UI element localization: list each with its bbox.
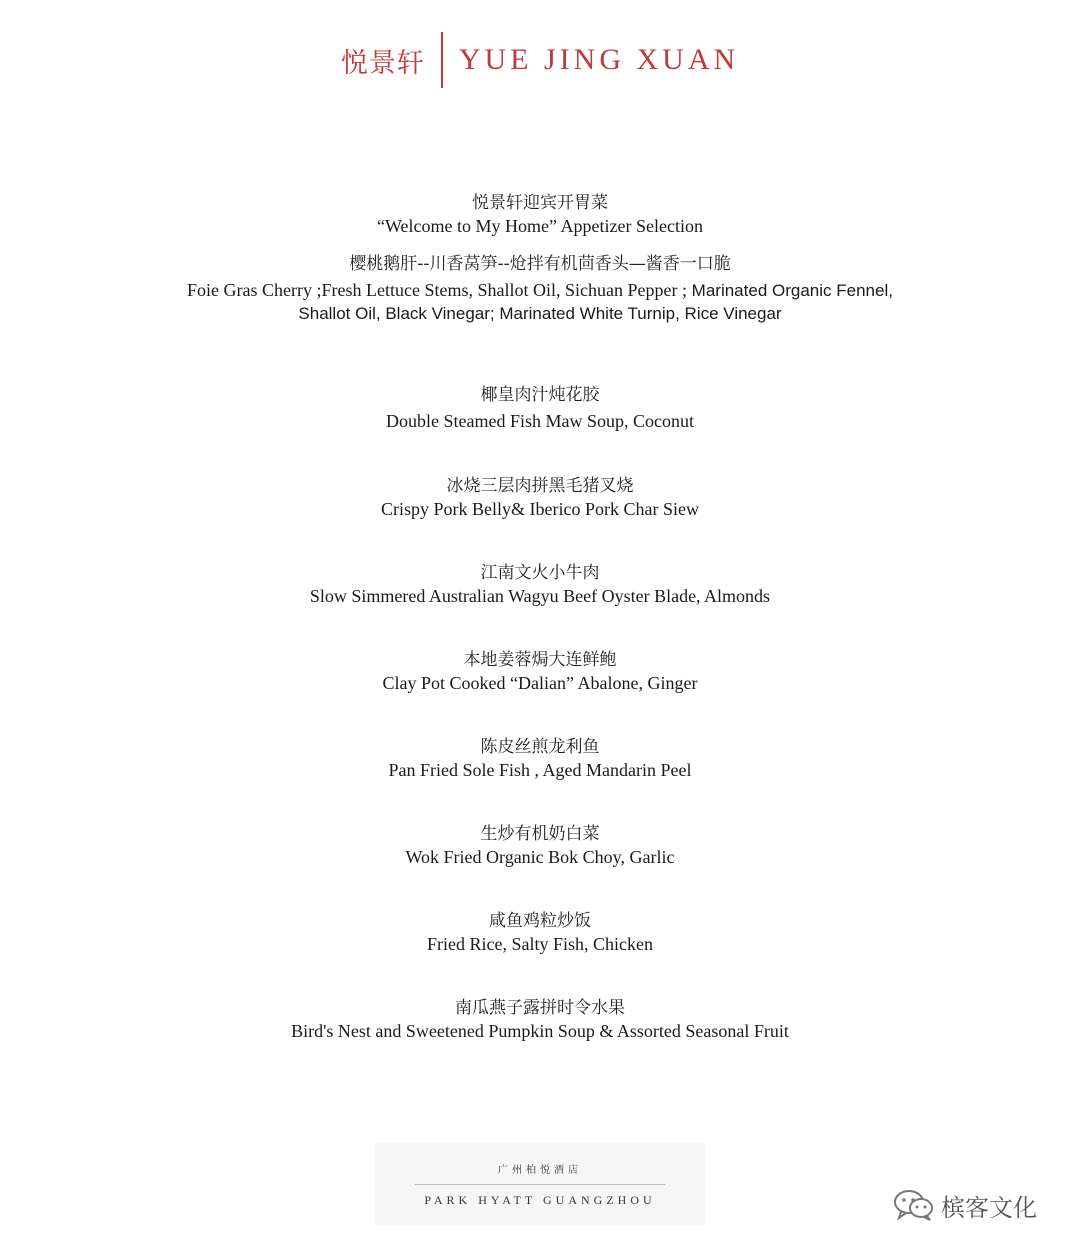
hotel-logo-rule [415, 1184, 665, 1185]
menu-course-abalone [0, 649, 1080, 695]
wechat-icon [893, 1189, 935, 1221]
course-name-en: Bird's Nest and Sweetened Pumpkin Soup & Assorted Seasonal Fruit [291, 1021, 789, 1041]
logo-divider [441, 32, 443, 88]
course-name-en: Double Steamed Fish Maw Soup, Coconut [386, 411, 694, 431]
course-name-en: “Welcome to My Home” Appetizer Selection [377, 216, 703, 236]
course-name-cn: 生炒有机奶白菜 [480, 824, 600, 844]
logo-chinese-name: 悦景轩 [340, 47, 425, 79]
course-name-en: Clay Pot Cooked “Dalian” Abalone, Ginger [382, 673, 698, 693]
wechat-watermark [893, 1183, 1037, 1227]
appetizer-items-en-part1: Foie Gras Cherry ;Fresh Lettuce Stems, Shallot Oil, Sichuan Pepper ; [187, 280, 687, 300]
hotel-name-cn: 广州柏悦酒店 [498, 1164, 582, 1176]
menu-course-beef [0, 562, 1080, 608]
appetizer-items-en [0, 279, 1080, 302]
appetizer-items-en-line2: Shallot Oil, Black Vinegar; Marinated White Turnip, Rice Vinegar [298, 304, 782, 323]
course-name-cn: 咸鱼鸡粒炒饭 [489, 911, 591, 931]
course-name-en: Pan Fried Sole Fish , Aged Mandarin Peel [388, 760, 692, 780]
course-name-en: Fried Rice, Salty Fish, Chicken [427, 934, 653, 954]
course-name-cn: 陈皮丝煎龙利鱼 [480, 737, 600, 757]
menu-course-appetizer [0, 192, 1080, 325]
menu-course-dessert [0, 997, 1080, 1043]
menu-course-rice [0, 910, 1080, 956]
appetizer-items-en-part2: Marinated Organic Fennel, [686, 281, 893, 300]
course-name-cn: 椰皇肉汁炖花胶 [480, 385, 600, 405]
course-name-cn: 冰烧三层肉拼黑毛猪叉烧 [446, 476, 634, 496]
menu-course-fish [0, 736, 1080, 782]
hotel-name-en: PARK HYATT GUANGZHOU [424, 1192, 656, 1207]
course-name-cn: 本地姜蓉焗大连鲜鲍 [463, 650, 617, 670]
menu-course-vegetable [0, 823, 1080, 869]
hotel-logo-card [375, 1143, 705, 1225]
course-name-cn: 南瓜燕子露拼时令水果 [455, 998, 625, 1018]
menu-course-soup [0, 384, 1080, 433]
course-name-cn: 悦景轩迎宾开胃菜 [472, 193, 608, 213]
course-name-en: Slow Simmered Australian Wagyu Beef Oyster Blade, Almonds [309, 586, 771, 606]
watermark-text: 槟客文化 [941, 1193, 1037, 1222]
menu-course-pork [0, 475, 1080, 521]
logo-english-name: YUE JING XUAN [458, 43, 740, 76]
course-name-en: Wok Fried Organic Bok Choy, Garlic [405, 847, 675, 867]
course-name-cn: 江南文火小牛肉 [480, 563, 600, 583]
restaurant-logo [0, 30, 1080, 90]
course-name-en: Crispy Pork Belly& Iberico Pork Char Siew [381, 499, 699, 519]
appetizer-items-cn: 樱桃鹅肝--川香莴笋--炝拌有机茴香头—酱香一口脆 [349, 254, 731, 274]
